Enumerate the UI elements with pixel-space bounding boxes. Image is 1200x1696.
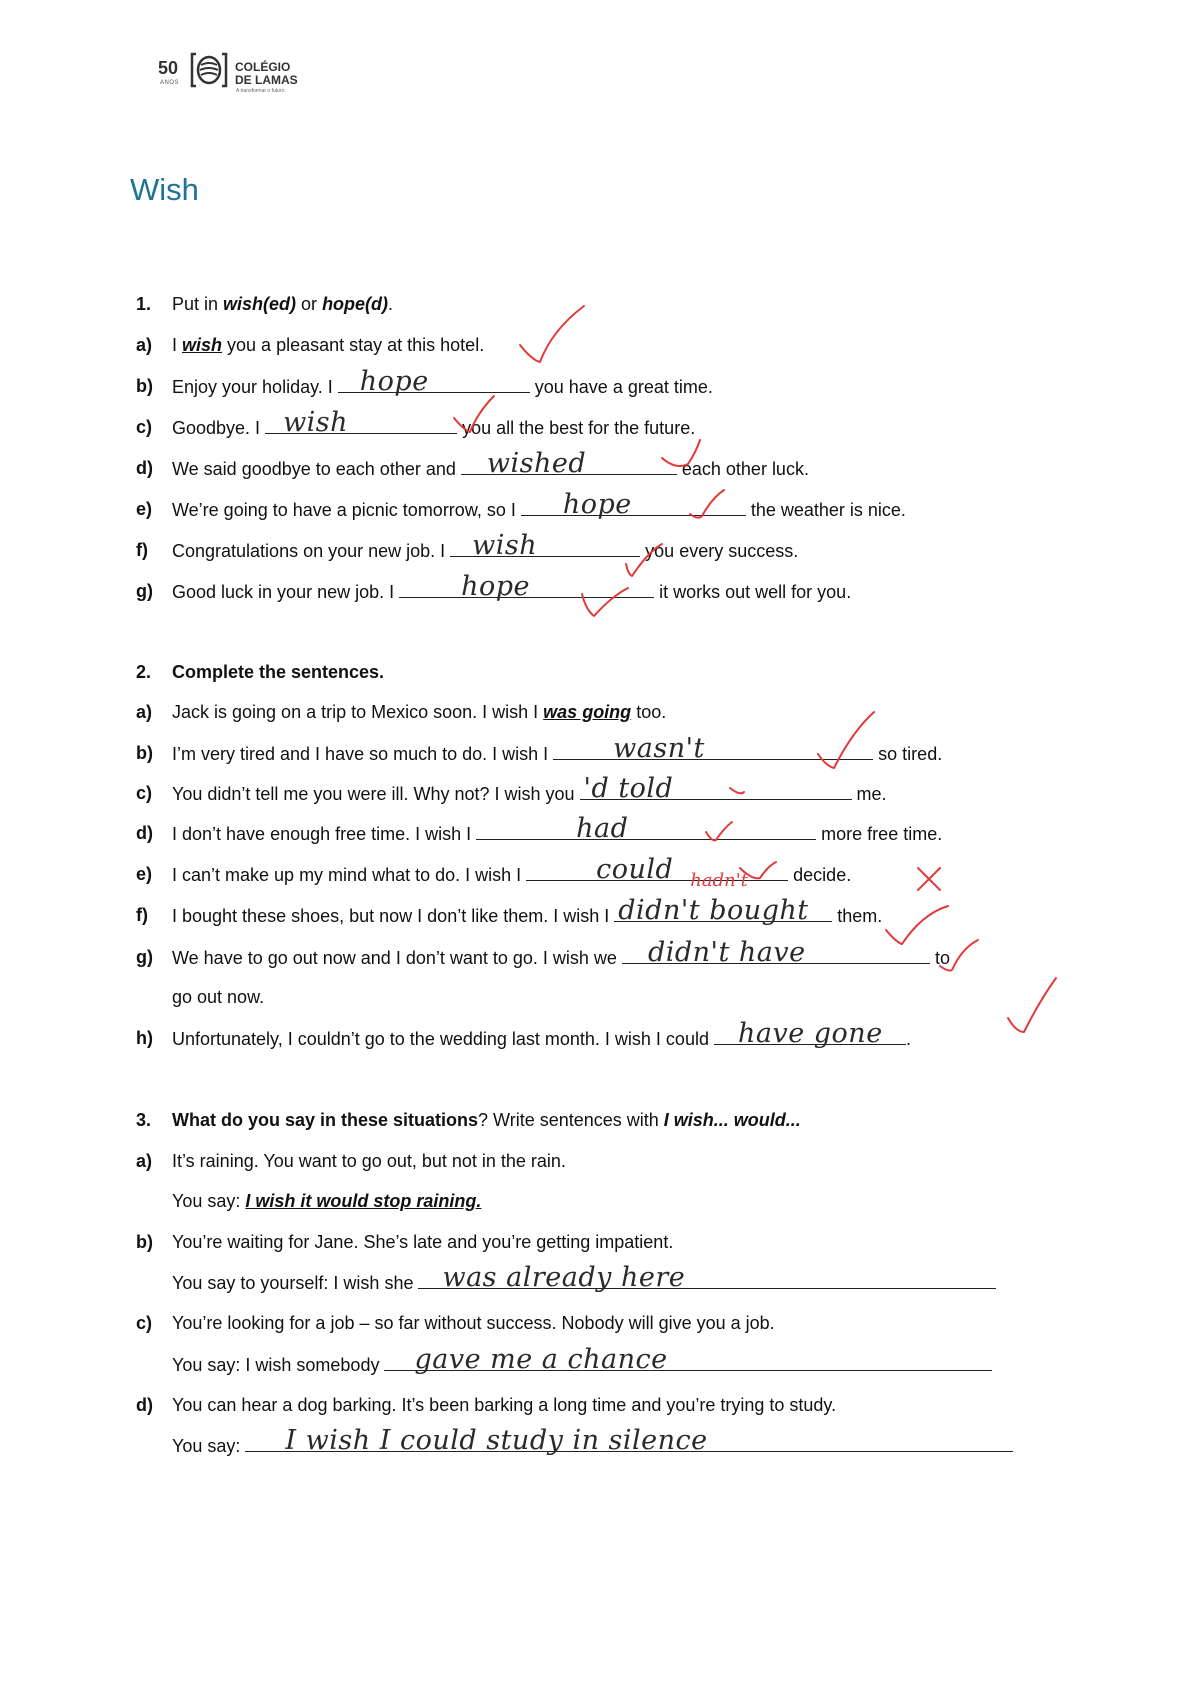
logo-years: 50: [158, 58, 179, 78]
answer-blank[interactable]: [245, 1425, 1013, 1456]
cross-mark-icon: [918, 868, 940, 890]
page-title: Wish: [130, 172, 199, 207]
example-answer: wish: [182, 335, 223, 355]
handwritten-answer: have gone: [737, 1018, 883, 1049]
handwritten-answer: didn't bought: [618, 895, 809, 926]
handwritten-answer: wish: [472, 530, 538, 561]
logo-name-line1: COLÉGIO: [235, 60, 291, 74]
logo-emblem-icon: [188, 48, 230, 92]
answer-blank[interactable]: [526, 854, 788, 885]
tick-mark-icon: [520, 306, 584, 362]
answer-blank[interactable]: [265, 407, 457, 438]
answer-blank[interactable]: [553, 733, 873, 764]
tick-mark-icon: [1008, 978, 1056, 1032]
school-logo: [158, 48, 298, 98]
handwritten-answer: wish: [283, 407, 349, 438]
handwritten-answer: wasn't: [613, 733, 705, 764]
handwritten-answer: could: [596, 854, 674, 885]
answer-blank[interactable]: [418, 1262, 996, 1293]
handwritten-answer: was already here: [442, 1262, 686, 1293]
handwritten-answer: hope: [359, 366, 429, 397]
answer-blank[interactable]: [399, 571, 654, 602]
answer-blank[interactable]: [450, 530, 640, 561]
answer-blank[interactable]: [338, 366, 530, 397]
tick-mark-icon: [886, 906, 948, 944]
answer-blank[interactable]: [521, 489, 746, 520]
logo-tagline: A transformar o futuro: [236, 88, 285, 94]
answer-blank[interactable]: [384, 1344, 992, 1375]
answer-blank[interactable]: [714, 1018, 906, 1049]
answer-blank[interactable]: [476, 813, 816, 844]
handwritten-answer: didn't have: [647, 937, 806, 968]
answer-blank[interactable]: [622, 937, 930, 968]
handwritten-answer: 'd told: [583, 773, 674, 804]
example-answer: I wish it would stop raining.: [245, 1191, 482, 1211]
example-answer: was going: [543, 702, 632, 722]
handwritten-answer: hope: [461, 571, 531, 602]
logo-years-label: ANOS: [160, 80, 180, 86]
handwritten-answer: gave me a chance: [414, 1344, 668, 1375]
answer-blank[interactable]: [580, 773, 852, 804]
handwritten-answer: hope: [562, 489, 632, 520]
answer-blank[interactable]: [614, 870, 832, 926]
handwritten-answer: wished: [486, 448, 587, 479]
answer-blank[interactable]: [461, 448, 677, 479]
teacher-correction: hadn't: [690, 870, 748, 891]
handwritten-answer: had: [576, 813, 629, 844]
logo-name-line2: DE LAMAS: [235, 73, 298, 87]
handwritten-answer: I wish I could study in silence: [285, 1425, 708, 1456]
